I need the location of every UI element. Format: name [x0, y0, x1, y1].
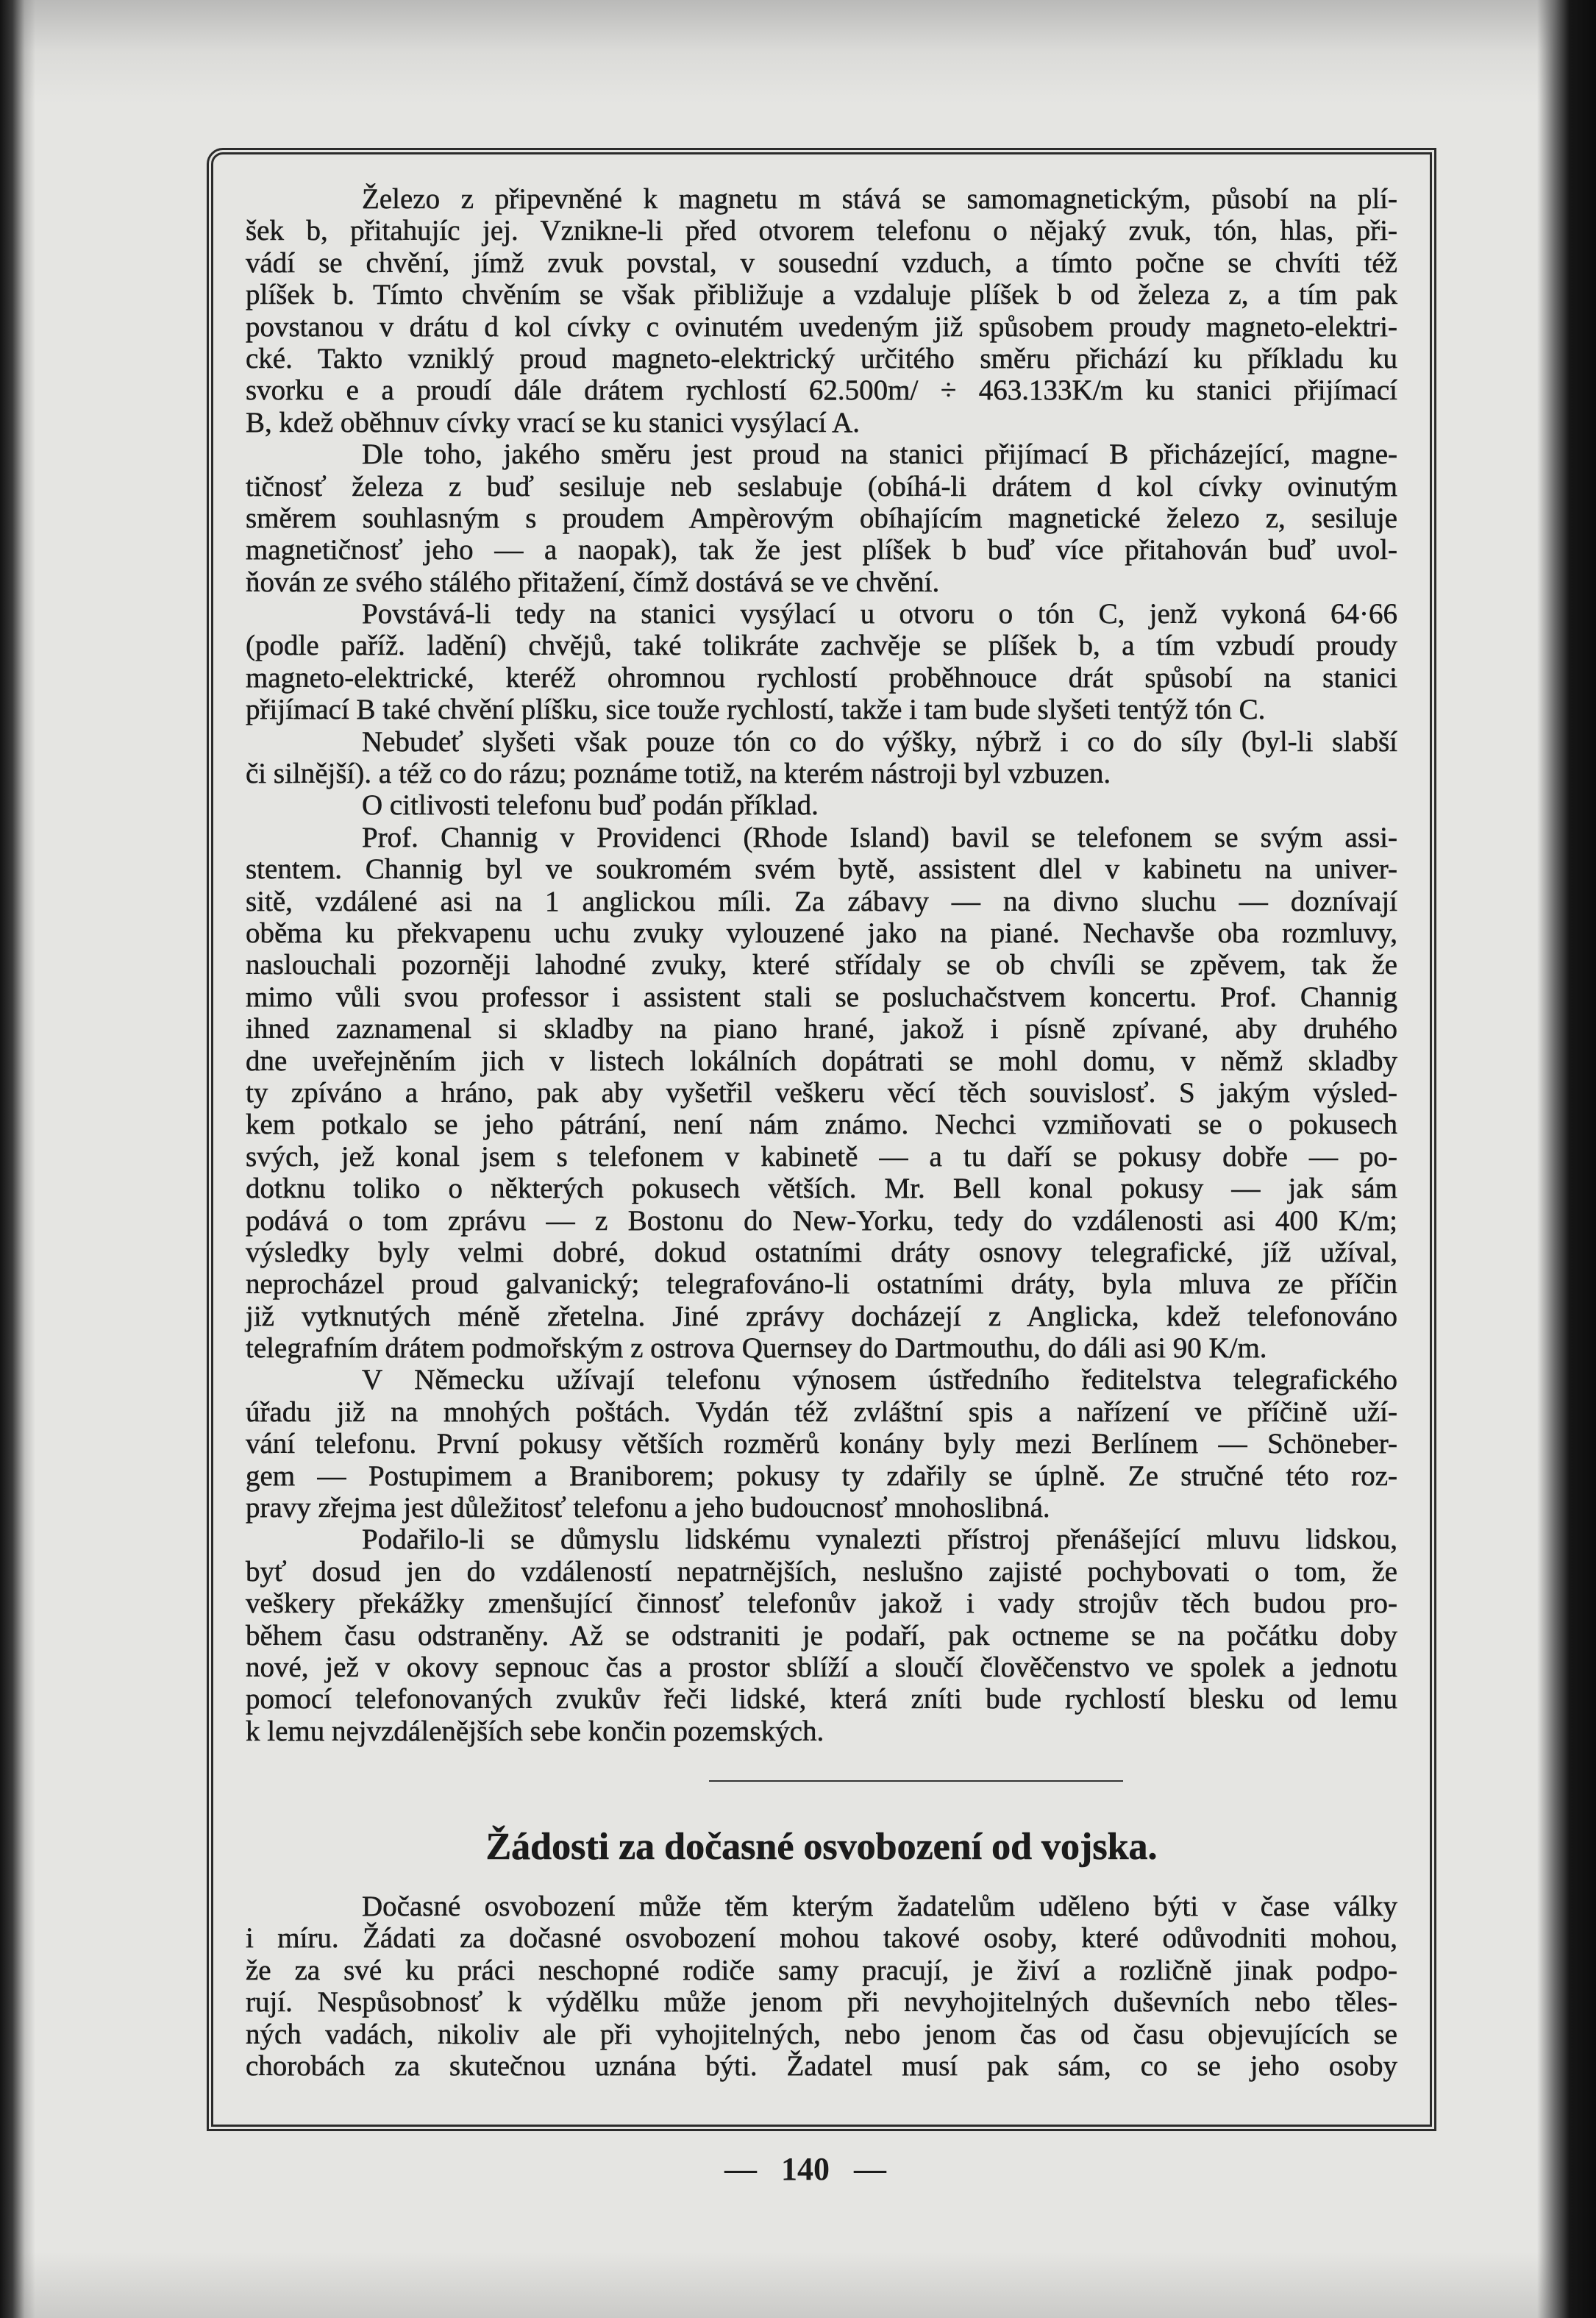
- text-line: Povstává-li tedy na stanici vysýlací u otvoru o tón C, jenž vykoná 64·66: [362, 598, 1397, 630]
- text-line: tičnosť železa z buď sesiluje neb seslabuje (obíhá-li drátem d kol cívky ovinutým: [246, 470, 1397, 502]
- page-number: — 140 —: [724, 2151, 886, 2187]
- text-line: neprocházel proud galvanický; telegrafováno-li ostatními dráty, byla mluva ze příčin: [246, 1268, 1397, 1301]
- text-line: magnetičnosť jeho — a naopak), tak že jest plíšek b buď více přitahován buď uvol-: [246, 534, 1397, 566]
- text-line: plíšek b. Tímto chvěním se však přibližuje a vzdaluje plíšek b od železa z, a tím pak: [246, 279, 1397, 311]
- scan-shadow-left: [0, 0, 35, 2318]
- text-line: kem potkalo se jeho pátrání, není nám známo. Nechci vzmiňovati se o pokusech: [246, 1109, 1397, 1141]
- paragraph: [246, 789, 1397, 821]
- text-line: gem — Postupimem a Braniborem; pokusy ty zdařily se úplně. Ze stručné této roz-: [246, 1460, 1397, 1492]
- text-line: Prof. Channig v Providenci (Rhode Island) bavil se telefonem se svým assi-: [362, 821, 1397, 853]
- text-line: veškery překážky zmenšující činnosť telefonův jakož i vady strojův těch budou pro-: [246, 1588, 1397, 1620]
- text-line: svých, jež konal jsem s telefonem v kabinetě — a tu daří se pokusy dobře — po-: [246, 1140, 1397, 1173]
- text-line: (podle paříž. ladění) chvějů, také tolikráte zachvěje se plíšek b, a tím vzbudí proudy: [246, 630, 1397, 662]
- paragraph: [246, 1364, 1397, 1524]
- text-line: úřadu již na mnohých poštách. Vydán též zvláštní spis a nařízení ve příčině uží-: [246, 1396, 1397, 1428]
- text-line: ty zpíváno a hráno, pak aby vyšetřil veškeru věcí těch souvislosť. S jakým výsled-: [246, 1076, 1397, 1109]
- paragraph: [246, 183, 1397, 438]
- text-line: cké. Takto vzniklý proud magneto-elektrický určitého směru přichází ku příkladu ku: [246, 342, 1397, 374]
- text-line: Dle toho, jakého směru jest proud na stanici přijímací B přicházející, magne-: [362, 438, 1397, 471]
- text-line: přijímací B také chvění plíšku, sice touže rychlostí, takže i tam bude slyšeti tentýž tón C.: [246, 694, 1266, 726]
- text-line: dne uveřejněním jich v listech lokálních dopátrati se mohl domu, v němž skladby: [246, 1045, 1397, 1077]
- text-line: rují. Nespůsobnosť k výdělku může jenom při nevyhojitelných duševních nebo těles-: [246, 1986, 1397, 2019]
- text-line: Podařilo-li se důmyslu lidskému vynalezti přístroj přenášející mluvu lidskou,: [362, 1524, 1397, 1556]
- text-line: sitě, vzdálené asi na 1 anglickou míli. Za zábavy — na divno sluchu — doznívají: [246, 885, 1397, 917]
- text-line: či silnější). a též co do rázu; poznáme totiž, na kterém nástroji byl vzbuzen.: [246, 758, 1111, 790]
- text-line: telegrafním drátem podmořským z ostrova Quernsey do Dartmouthu, do dáli asi 90 K/m.: [246, 1332, 1267, 1365]
- paragraph: [246, 1891, 1397, 2082]
- text-line: stentem. Channig byl ve soukromém svém bytě, assistent dlel v kabinetu na univer-: [246, 853, 1397, 886]
- scan-shadow-top: [0, 0, 1596, 103]
- text-line: Železo z připevněné k magnetu m stává se samomagnetickým, působí na plí-: [362, 183, 1397, 215]
- text-line: byť dosud jen do vzdáleností nepatrnějších, neslušno zajisté pochybovati o tom, že: [246, 1555, 1397, 1588]
- text-line: vádí se chvění, jímž zvuk povstal, v sousední vzduch, a tímto počne se chvíti též: [246, 246, 1397, 279]
- text-line: šek b, přitahujíc jej. Vznikne-li před otvorem telefonu o nějaký zvuk, tón, hlas, při-: [246, 215, 1397, 247]
- text-line: již vytknutých méně zřetelna. Jiné zprávy docházejí z Anglicka, kdež telefonováno: [246, 1300, 1397, 1332]
- paragraph: [246, 822, 1397, 1365]
- text-line: mimo vůli svou professor i assistent stali se posluchačstvem koncertu. Prof. Channig: [246, 981, 1397, 1013]
- section-divider: [709, 1780, 1123, 1782]
- text-line: B, kdež oběhnuv cívky vrací se ku stanici vysýlací A.: [246, 406, 861, 438]
- text-line: povstanou v drátu d kol cívky c ovinutém uvedeným již spůsobem proudy magneto-elektri-: [246, 310, 1397, 343]
- text-line: O citlivosti telefonu buď podán příklad.: [362, 789, 819, 822]
- text-line: dotknu toliko o některých pokusech větších. Mr. Bell konal pokusy — jak sám: [246, 1173, 1397, 1205]
- text-line: ihned zaznamenal si skladby na piano hrané, jakož i písně zpívané, aby druhého: [246, 1013, 1397, 1045]
- section-heading: Žádosti za dočasné osvobození od vojska.: [485, 1826, 1158, 1868]
- text-line: ných vadách, nikoliv ale při vyhojitelných, nebo jenom čas od času objevujících se: [246, 2018, 1397, 2050]
- paragraph: [246, 598, 1397, 726]
- text-line: oběma ku překvapenu uchu zvuky vylouzené jako na piané. Nechavše oba rozmluvy,: [246, 917, 1397, 949]
- text-line: ňován ze svého stálého přitažení, čímž dostává se ve chvění.: [246, 566, 940, 598]
- text-line: podává o tom zprávu — z Bostonu do New-Yorku, tedy do vzdálenosti asi 400 K/m;: [246, 1204, 1397, 1237]
- text-line: V Německu užívají telefonu výnosem ústředního ředitelstva telegrafického: [362, 1364, 1397, 1396]
- paragraph: [246, 438, 1397, 598]
- text-line: i míru. Žádati za dočasné osvobození mohou takové osoby, které odůvodniti mohou,: [246, 1922, 1397, 1955]
- text-line: směrem souhlasným s proudem Ampèrovým obíhajícím magnetické železo z, sesiluje: [246, 502, 1397, 534]
- text-line: k lemu nejvzdálenějších sebe končin pozemských.: [246, 1715, 824, 1747]
- text-line: magneto-elektrické, kteréž ohromnou rychlostí proběhnouce drát spůsobí na stanici: [246, 661, 1397, 694]
- text-line: chorobách za skutečnou uznána býti. Žadatel musí pak sám, co se jeho osoby: [246, 2049, 1397, 2082]
- text-line: Nebudeť slyšeti však pouze tón co do výšky, nýbrž i co do síly (byl-li slabší: [362, 725, 1397, 758]
- text-line: během času odstraněny. Až se odstraniti je podaří, pak octneme se na počátku doby: [246, 1619, 1397, 1652]
- paragraph: [246, 1524, 1397, 1747]
- text-line: svorku e a proudí dále drátem rychlostí 62.500m/ ÷ 463.133K/m ku stanici přijímací: [246, 374, 1397, 407]
- text-line: naslouchali pozorněji lahodné zvuky, které střídaly se ob chvíli se zpěvem, tak že: [246, 949, 1397, 981]
- text-line: Dočasné osvobození může těm kterým žadatelům uděleno býti v čase války: [362, 1891, 1397, 1922]
- article-military-exemption-text: [246, 1891, 1397, 2082]
- text-line: že za své ku práci neschopné rodiče samy pracují, je živí a rozličně jinak podpo-: [246, 1954, 1397, 1986]
- text-line: pomocí telefonovaných zvukův řeči lidské, která zníti bude rychlostí blesku od lemu: [246, 1683, 1397, 1716]
- scan-shadow-bottom: [0, 2252, 1596, 2318]
- scan-shadow-right: [1537, 0, 1596, 2318]
- text-line: vání telefonu. První pokusy větších rozměrů konány byly mezi Berlínem — Schöneber-: [246, 1428, 1397, 1460]
- article-telephone-text: [246, 183, 1397, 1747]
- paragraph: [246, 726, 1397, 790]
- text-line: výsledky byly velmi dobré, dokud ostatními dráty osnovy telegrafické, jíž užíval,: [246, 1236, 1397, 1268]
- text-line: pravy zřejma jest důležitosť telefonu a jeho budoucnosť mnohoslibná.: [246, 1492, 1050, 1524]
- text-line: nové, jež v okovy sepnouc čas a prostor sblíží a sloučí člověčenstvo ve spolek a jednotu: [246, 1651, 1397, 1683]
